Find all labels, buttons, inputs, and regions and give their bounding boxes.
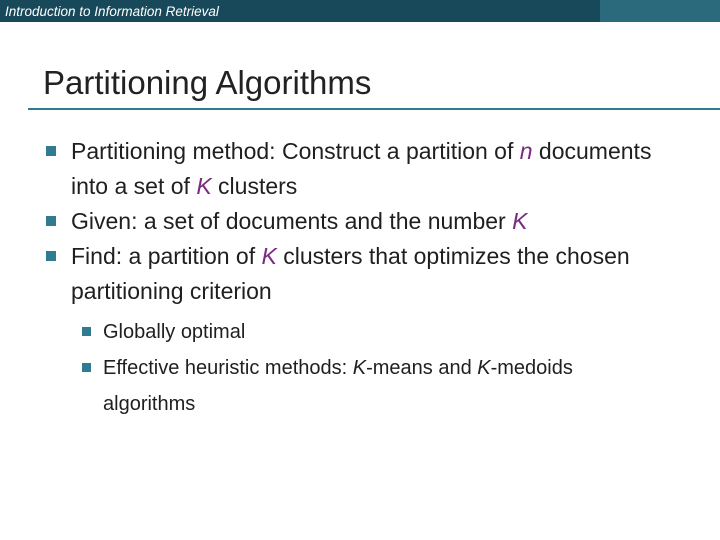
header-bar-dark (0, 0, 600, 22)
sub-bullet-heuristic-methods (0, 350, 643, 422)
header-bar (0, 0, 720, 22)
header-bar-accent (600, 0, 720, 22)
title-divider (28, 108, 720, 110)
variable-k: K (261, 243, 277, 269)
slide-body (0, 134, 720, 422)
bullet-given (0, 204, 671, 239)
variable-k: K (512, 208, 528, 234)
bullet-find (0, 239, 671, 309)
bullet-marker-icon (46, 216, 56, 226)
variable-k: K (196, 173, 212, 199)
sub-bullet-text: Effective heuristic methods: (103, 357, 353, 379)
sub-bullet-globally-optimal (0, 314, 643, 350)
variable-k: K (352, 357, 367, 379)
bullet-text: documents into a set of (71, 138, 652, 199)
sub-bullet-marker-icon (82, 327, 91, 336)
bullet-text: clusters (211, 173, 298, 199)
variable-n: n (519, 138, 533, 164)
bullet-partitioning-method (0, 134, 671, 204)
bullet-marker-icon (46, 251, 56, 261)
course-title: Introduction to Information Retrieval (5, 3, 219, 19)
sub-bullet-text: -means and (366, 357, 478, 379)
sub-bullet-marker-icon (82, 363, 91, 372)
bullet-text: Given: a set of documents and the number (71, 208, 513, 234)
sub-bullet-text: Globally optimal (103, 321, 246, 343)
bullet-text: Partitioning method: Construct a partition of (71, 138, 520, 164)
bullet-text: clusters that optimizes the chosen partitioning criterion (71, 243, 630, 304)
variable-k: K (477, 357, 491, 379)
slide-title: Partitioning Algorithms (43, 64, 372, 101)
sub-bullet-text: -medoids algorithms (103, 357, 573, 415)
bullet-marker-icon (46, 146, 56, 156)
bullet-text: Find: a partition of (71, 243, 262, 269)
